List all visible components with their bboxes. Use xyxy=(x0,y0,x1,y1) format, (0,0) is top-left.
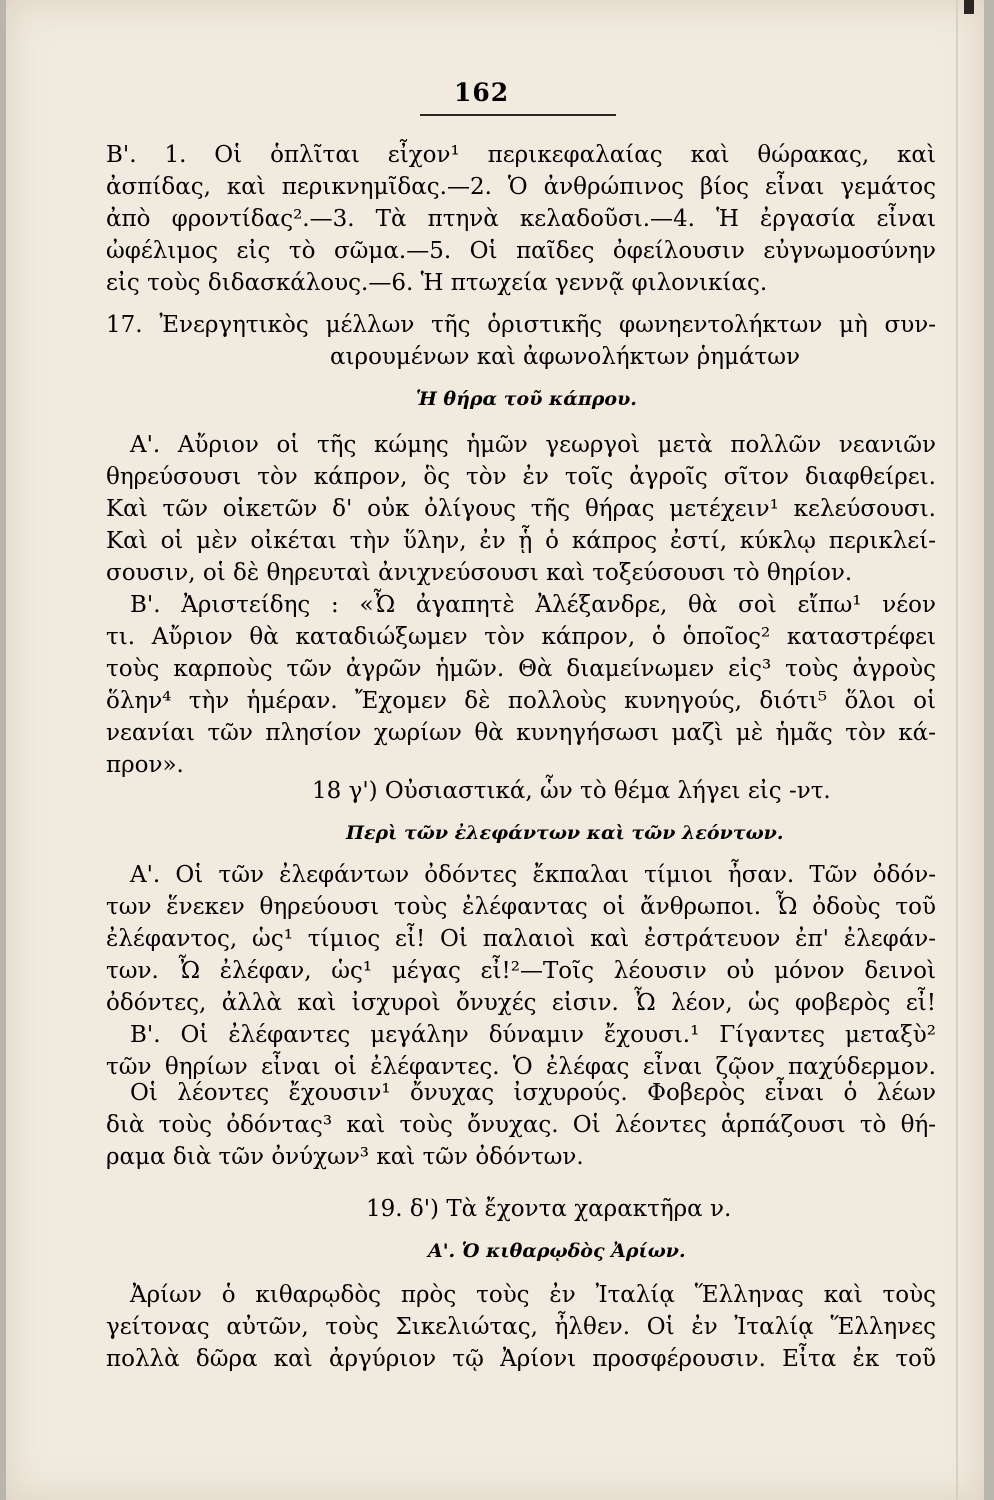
page-number: 162 xyxy=(454,78,510,107)
text-line: Α'. Οἱ τῶν ἐλεφάντων ὀδόντες ἔκπαλαι τίμιοι ἦσαν. Τῶν ὀδόν- xyxy=(130,862,936,888)
text-line: Β'. Ἀριστείδης : «Ὦ ἀγαπητὲ Ἀλέξανδρε, θὰ σοὶ εἴπω¹ νέον xyxy=(130,592,936,618)
page-edge-mark xyxy=(964,0,974,14)
text-line: Α'. Αὔριον οἱ τῆς κώμης ἡμῶν γεωργοὶ μετὰ πολλῶν νεανιῶν xyxy=(130,432,936,458)
section-heading-19: 19. δ') Τὰ ἔχοντα χαρακτῆρα ν. xyxy=(366,1196,732,1222)
text-line: τι. Αὔριον θὰ καταδιώξωμεν τὸν κάπρον, ὁ ὁποῖος² καταστρέφει xyxy=(106,624,936,650)
section-heading-18: 18 γ') Οὐσιαστικά, ὧν τὸ θέμα λήγει εἰς -ντ. xyxy=(312,778,831,804)
text-line: προν». xyxy=(106,752,184,778)
text-line: των ἕνεκεν θηρεύουσι τοὺς ἐλέφαντας οἱ ἄνθρωποι. Ὦ ὀδοὺς τοῦ xyxy=(106,894,936,920)
text-line: Β'. 1. Οἱ ὁπλῖται εἶχον¹ περικεφαλαίας καὶ θώρακας, καὶ xyxy=(106,142,936,168)
text-line: ὀδόντες, ἀλλὰ καὶ ἰσχυροὶ ὄνυχές εἰσιν. Ὦ λέον, ὡς φοβερὸς εἶ! xyxy=(106,990,936,1016)
page-edge-line xyxy=(956,0,958,1500)
subheading-arion: Α'. Ὁ κιθαρῳδὸς Ἀρίων. xyxy=(428,1240,686,1262)
text-line: Ἀρίων ὁ κιθαρῳδὸς πρὸς τοὺς ἐν Ἰταλίᾳ Ἕλληνας καὶ τοὺς xyxy=(130,1282,936,1308)
text-line: πολλὰ δῶρα καὶ ἀργύριον τῷ Ἀρίονι προσφέρουσιν. Εἶτα ἐκ τοῦ xyxy=(106,1346,936,1372)
subheading-elephants-lions: Περὶ τῶν ἐλεφάντων καὶ τῶν λεόντων. xyxy=(346,822,784,844)
text-line: γείτονας αὐτῶν, τοὺς Σικελιώτας, ἦλθεν. Οἱ ἐν Ἰταλίᾳ Ἕλληνες xyxy=(106,1314,936,1340)
section-heading-17-cont: αιρουμένων καὶ ἀφωνολήκτων ῥημάτων xyxy=(330,344,800,370)
text-line: σουσιν, οἱ δὲ θηρευταὶ ἀνιχνεύσουσι καὶ τοξεύσουσι τὸ θηρίον. xyxy=(106,560,853,586)
text-line: των. Ὦ ἐλέφαν, ὡς¹ μέγας εἶ!²—Τοῖς λέουσιν οὐ μόνον δεινοὶ xyxy=(106,958,936,984)
subheading-boar-hunt: Ἡ θήρα τοῦ κάπρου. xyxy=(416,388,637,410)
text-line: Καὶ τῶν οἰκετῶν δ' οὐκ ὀλίγους τῆς θήρας μετέχειν¹ κελεύσουσι. xyxy=(106,496,936,522)
text-line: Β'. Οἱ ἐλέφαντες μεγάλην δύναμιν ἔχουσι.¹ Γίγαντες μεταξὺ² xyxy=(130,1022,936,1048)
text-line: διὰ τοὺς ὀδόντας³ καὶ τοὺς ὄνυχας. Οἱ λέοντες ἁρπάζουσι τὸ θή- xyxy=(106,1112,936,1138)
text-line: ἀσπίδας, καὶ περικνημῖδας.—2. Ὁ ἀνθρώπινος βίος εἶναι γεμάτος xyxy=(106,174,936,200)
text-line: εἰς τοὺς διδασκάλους.—6. Ἡ πτωχεία γεννᾷ φιλονικίας. xyxy=(106,270,768,296)
text-line: τῶν θηρίων εἶναι οἱ ἐλέφαντες. Ὁ ἐλέφας εἶναι ζῷον παχύδερμον. xyxy=(106,1054,936,1080)
text-line: νεανίαι τῶν πλησίον χωρίων θὰ κυνηγήσωσι μαζὶ μὲ ἡμᾶς τὸν κά- xyxy=(106,720,936,746)
text-line: ἐλέφαντος, ὡς¹ τίμιος εἶ! Οἱ παλαιοὶ καὶ ἐστράτευον ἐπ' ἐλεφάν- xyxy=(106,926,936,952)
page-number-rule xyxy=(420,114,616,116)
text-line: θηρεύσουσι τὸν κάπρον, ὃς τὸν ἐν τοῖς ἀγροῖς σῖτον διαφθείρει. xyxy=(106,464,936,490)
section-heading-17: 17. Ἐνεργητικὸς μέλλων τῆς ὁριστικῆς φωνηεντολήκτων μὴ συν- xyxy=(106,312,936,338)
text-line: Οἱ λέοντες ἔχουσιν¹ ὄνυχας ἰσχυρούς. Φοβερὸς εἶναι ὁ λέων xyxy=(130,1080,936,1106)
text-line: τοὺς καρποὺς τῶν ἀγρῶν ἡμῶν. Θὰ διαμείνωμεν εἰς³ τοὺς ἀγροὺς xyxy=(106,656,936,682)
text-line: ραμα διὰ τῶν ὀνύχων³ καὶ τῶν ὀδόντων. xyxy=(106,1144,584,1170)
text-line: ὠφέλιμος εἰς τὸ σῶμα.—5. Οἱ παῖδες ὀφείλουσιν εὐγνωμοσύνην xyxy=(106,238,936,264)
text-line: ἀπὸ φροντίδας².—3. Τὰ πτηνὰ κελαδοῦσι.—4. Ἡ ἐργασία εἶναι xyxy=(106,206,936,232)
text-line: Καὶ οἱ μὲν οἰκέται τὴν ὕλην, ἐν ᾗ ὁ κάπρος ἐστί, κύκλῳ περικλεί- xyxy=(106,528,936,554)
text-line: ὅλην⁴ τὴν ἡμέραν. Ἔχομεν δὲ πολλοὺς κυνηγούς, διότι⁵ ὅλοι οἱ xyxy=(106,688,936,714)
